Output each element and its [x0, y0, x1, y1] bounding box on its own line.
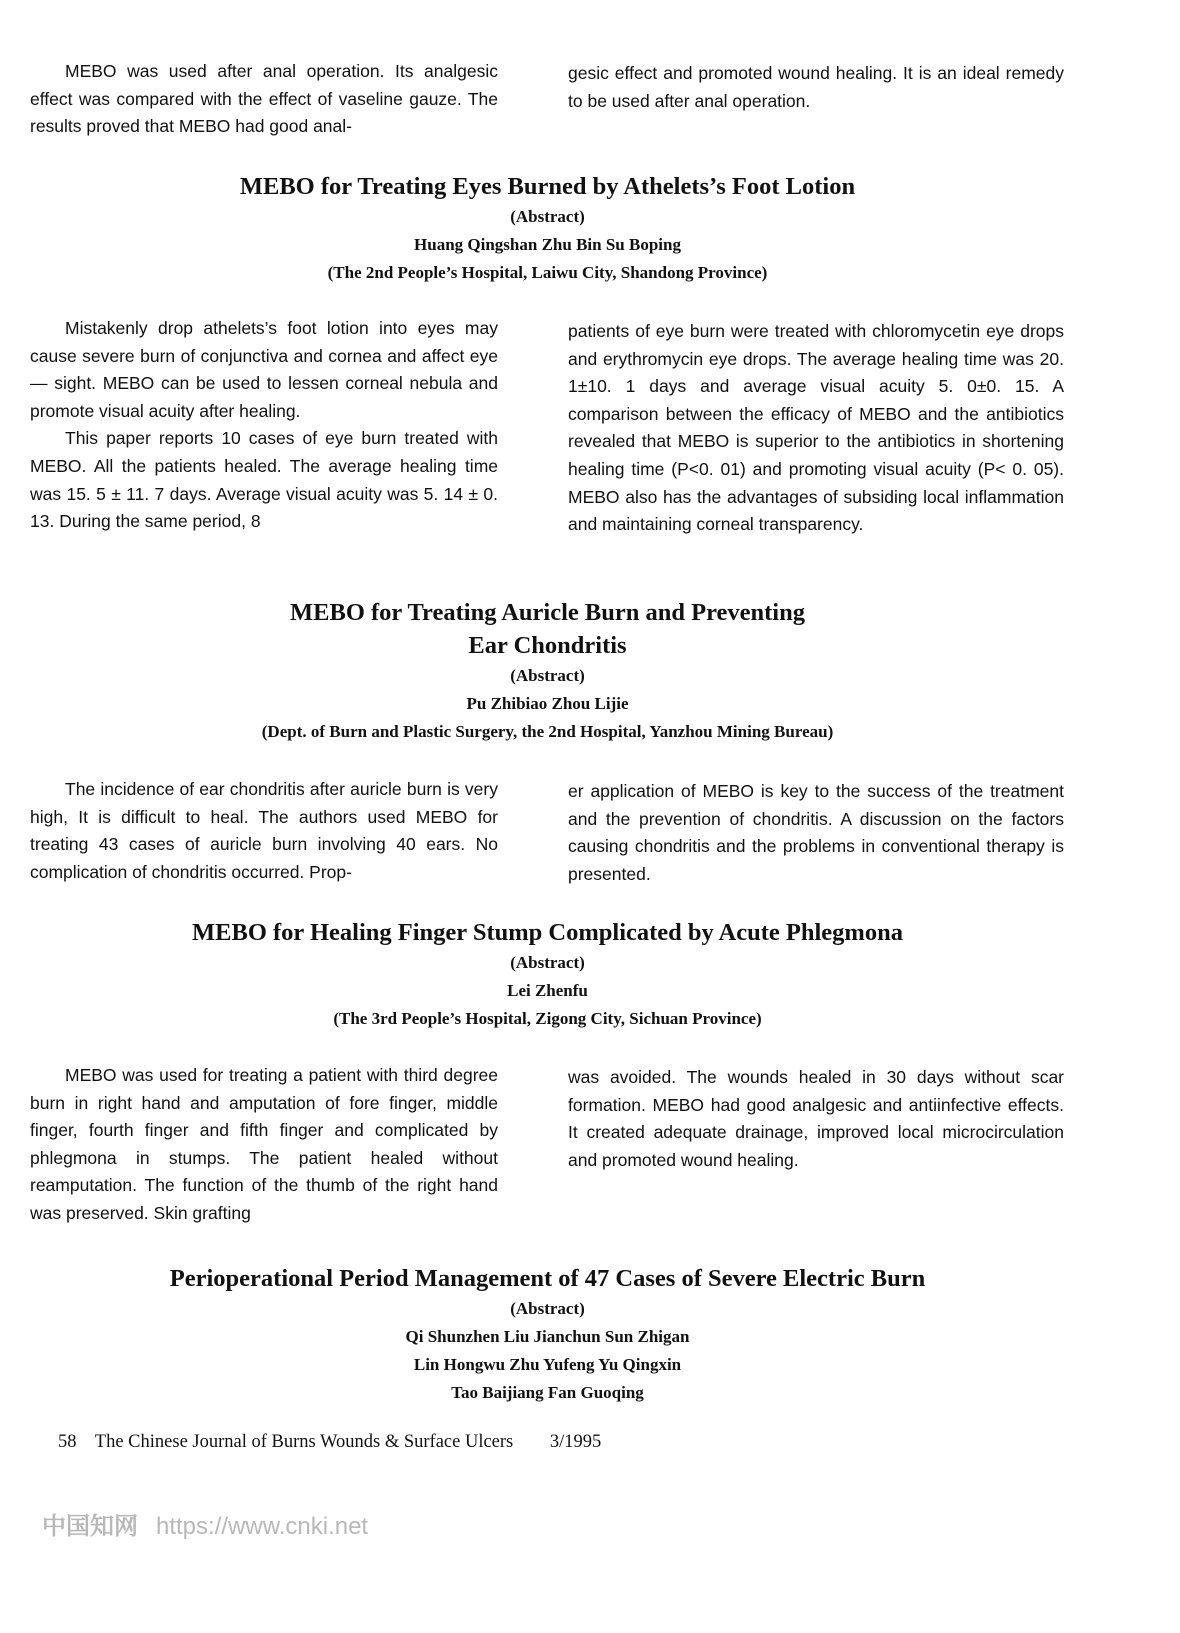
- top-right-paragraph: gesic effect and promoted wound healing. It is an ideal remedy to be used after anal operation.: [568, 63, 1064, 111]
- article1-heading: [0, 170, 1095, 287]
- top-left-paragraph: MEBO was used after anal operation. Its analgesic effect was compared with the effect of vaseline gauze. The results proved that MEBO had good anal-: [30, 61, 498, 137]
- article3-left-column: [30, 1062, 498, 1228]
- page-footer: [58, 1432, 615, 1453]
- article3-paragraph-1: MEBO was used for treating a patient with third degree burn in right hand and amputation of fore finger, middle finger, fourth finger and fifth finger and complicated by phlegmona in stumps. The patient healed without reamputation. The function of the thumb of the right hand was preserved. Skin grafting: [30, 1065, 498, 1223]
- article1-paragraph-3: patients of eye burn were treated with chloromycetin eye drops and erythromycin eye drops. The average healing time was 20. 1±10. 1 days and average visual acuity 5. 0±0. 15. A comparison between the efficacy of MEBO and the antibiotics revealed that MEBO is superior to the antibiotics in shortening healing time (P<0. 01) and promoting visual acuity (P< 0. 05). MEBO also has the advantages of subsiding local inflammation and maintaining corneal transparency.: [568, 321, 1064, 535]
- article2-affiliation: (Dept. of Burn and Plastic Surgery, the 2nd Hospital, Yanzhou Mining Bureau): [261, 722, 834, 741]
- journal-name: The Chinese Journal of Burns Wounds & Surface Ulcers: [94, 1432, 514, 1452]
- article1-title: MEBO for Treating Eyes Burned by Athelets’s Foot Lotion: [239, 173, 856, 200]
- article2-right-column: [568, 778, 1064, 888]
- top-left-column: [30, 58, 498, 141]
- article3-paragraph-2: was avoided. The wounds healed in 30 days without scar formation. MEBO had good analgesic and antiinfective effects. It created adequate drainage, improved local microcirculation and promoted wound healing.: [568, 1067, 1064, 1170]
- cnki-logo: 中国知网: [42, 1513, 138, 1540]
- article4-abstract-label: (Abstract): [510, 1299, 585, 1318]
- article1-paragraph-1: Mistakenly drop athelets’s foot lotion into eyes may cause severe burn of conjunctiva and cornea and affect eye — sight. MEBO can be used to lessen corneal nebula and promote visual acuity after healing.: [30, 318, 498, 421]
- cnki-url: https://www.cnki.net: [156, 1513, 369, 1540]
- issue-number: 3/1995: [549, 1432, 602, 1452]
- article3-title: MEBO for Healing Finger Stump Complicated by Acute Phlegmona: [192, 919, 903, 946]
- top-right-column: [568, 60, 1064, 115]
- article2-paragraph-2: er application of MEBO is key to the success of the treatment and the prevention of chondritis. A discussion on the factors causing chondritis and the problems in conventional therapy is presented.: [568, 781, 1064, 884]
- article2-abstract-label: (Abstract): [510, 666, 585, 685]
- article2-title-line2: Ear Chondritis: [468, 632, 627, 659]
- article4-heading: [0, 1262, 1095, 1407]
- page-number: 58: [58, 1432, 77, 1452]
- article3-authors: Lei Zhenfu: [507, 981, 588, 1000]
- article1-authors: Huang Qingshan Zhu Bin Su Boping: [414, 235, 681, 254]
- article3-affiliation: (The 3rd People’s Hospital, Zigong City, Sichuan Province): [333, 1009, 762, 1028]
- cnki-watermark: [42, 1506, 368, 1541]
- article1-left-column: [30, 315, 498, 536]
- article1-right-column: [568, 318, 1064, 539]
- article3-right-column: [568, 1064, 1064, 1174]
- article3-heading: [0, 916, 1095, 1033]
- article2-heading: [0, 596, 1095, 746]
- article2-authors: Pu Zhibiao Zhou Lijie: [466, 694, 629, 713]
- article4-authors-line2: Lin Hongwu Zhu Yufeng Yu Qingxin: [413, 1355, 682, 1374]
- article3-abstract-label: (Abstract): [510, 953, 585, 972]
- article4-authors-line3: Tao Baijiang Fan Guoqing: [451, 1383, 644, 1402]
- article4-authors-line1: Qi Shunzhen Liu Jianchun Sun Zhigan: [405, 1327, 690, 1346]
- article4-title: Perioperational Period Management of 47 Cases of Severe Electric Burn: [169, 1265, 926, 1292]
- article2-left-column: [30, 776, 498, 886]
- article2-paragraph-1: The incidence of ear chondritis after auricle burn is very high, It is difficult to heal. The authors used MEBO for treating 43 cases of auricle burn involving 40 ears. No complication of chondritis occurred. Prop-: [30, 779, 498, 882]
- article1-affiliation: (The 2nd People’s Hospital, Laiwu City, Shandong Province): [327, 263, 768, 282]
- article2-title-line1: MEBO for Treating Auricle Burn and Preventing: [290, 599, 805, 626]
- article1-paragraph-2: This paper reports 10 cases of eye burn treated with MEBO. All the patients healed. The average healing time was 15. 5 ± 11. 7 days. Average visual acuity was 5. 14 ± 0. 13. During the same period, 8: [30, 428, 498, 532]
- article1-abstract-label: (Abstract): [510, 207, 585, 226]
